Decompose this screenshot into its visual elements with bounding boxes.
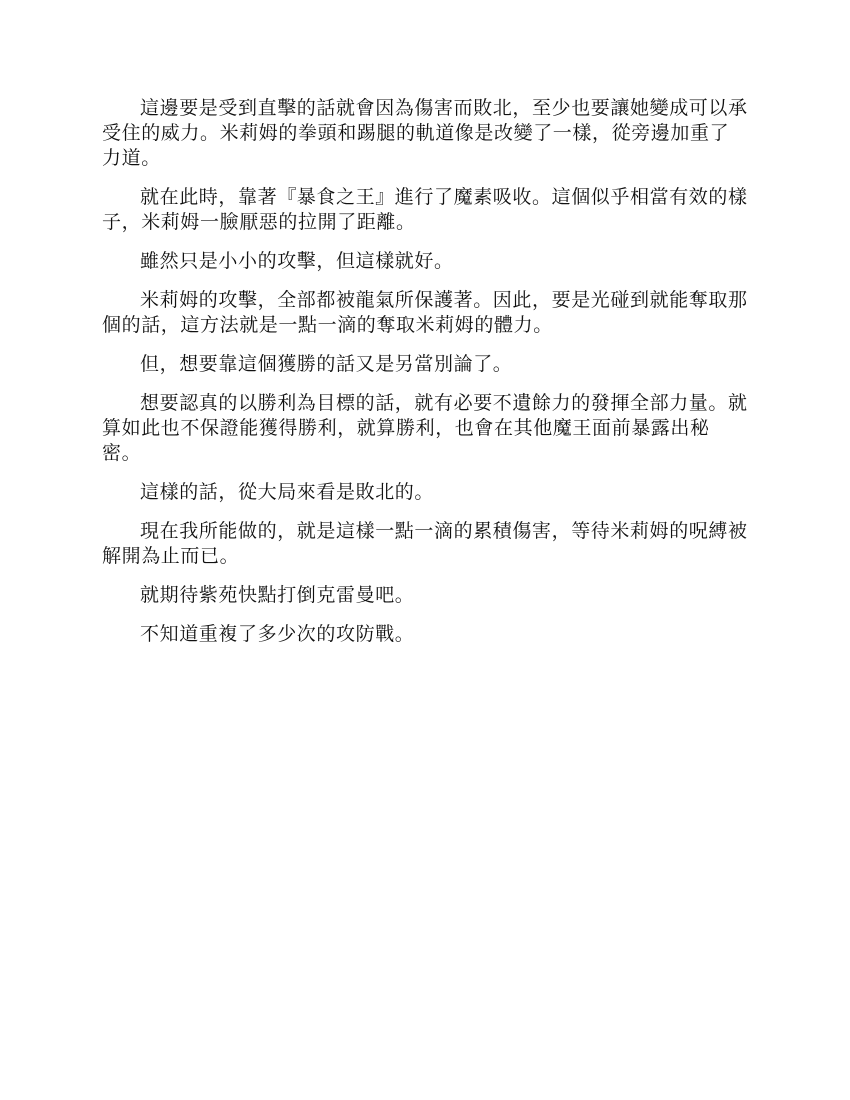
paragraph: 現在我所能做的，就是這樣一點一滴的累積傷害，等待米莉姆的呪縛被解開為止而已。 [102, 520, 748, 567]
paragraph: 想要認真的以勝利為目標的話，就有必要不遺餘力的發揮全部力量。就算如此也不保證能獲得勝利，就算勝利，也會在其他魔王面前暴露出秘密。 [102, 392, 748, 464]
paragraph: 這邊要是受到直擊的話就會因為傷害而敗北，至少也要讓她變成可以承受住的威力。米莉姆的拳頭和踢腿的軌道像是改變了一樣，從旁邊加重了力道。 [102, 97, 748, 169]
paragraph: 米莉姆的攻擊，全部都被龍氣所保護著。因此，要是光碰到就能奪取那個的話，這方法就是一點一滴的奪取米莉姆的體力。 [102, 289, 748, 336]
paragraph: 就期待紫苑快點打倒克雷曼吧。 [140, 584, 415, 606]
paragraph: 但，想要靠這個獲勝的話又是另當別論了。 [140, 353, 513, 375]
document-body [102, 96, 748, 661]
paragraph: 不知道重複了多少次的攻防戰。 [140, 623, 415, 645]
paragraph: 就在此時，靠著『暴食之王』進行了魔素吸收。這個似乎相當有效的樣子，米莉姆一臉厭惡的拉開了距離。 [102, 186, 748, 233]
paragraph: 雖然只是小小的攻擊，但這樣就好。 [140, 250, 454, 272]
paragraph: 這樣的話，從大局來看是敗北的。 [140, 481, 435, 503]
